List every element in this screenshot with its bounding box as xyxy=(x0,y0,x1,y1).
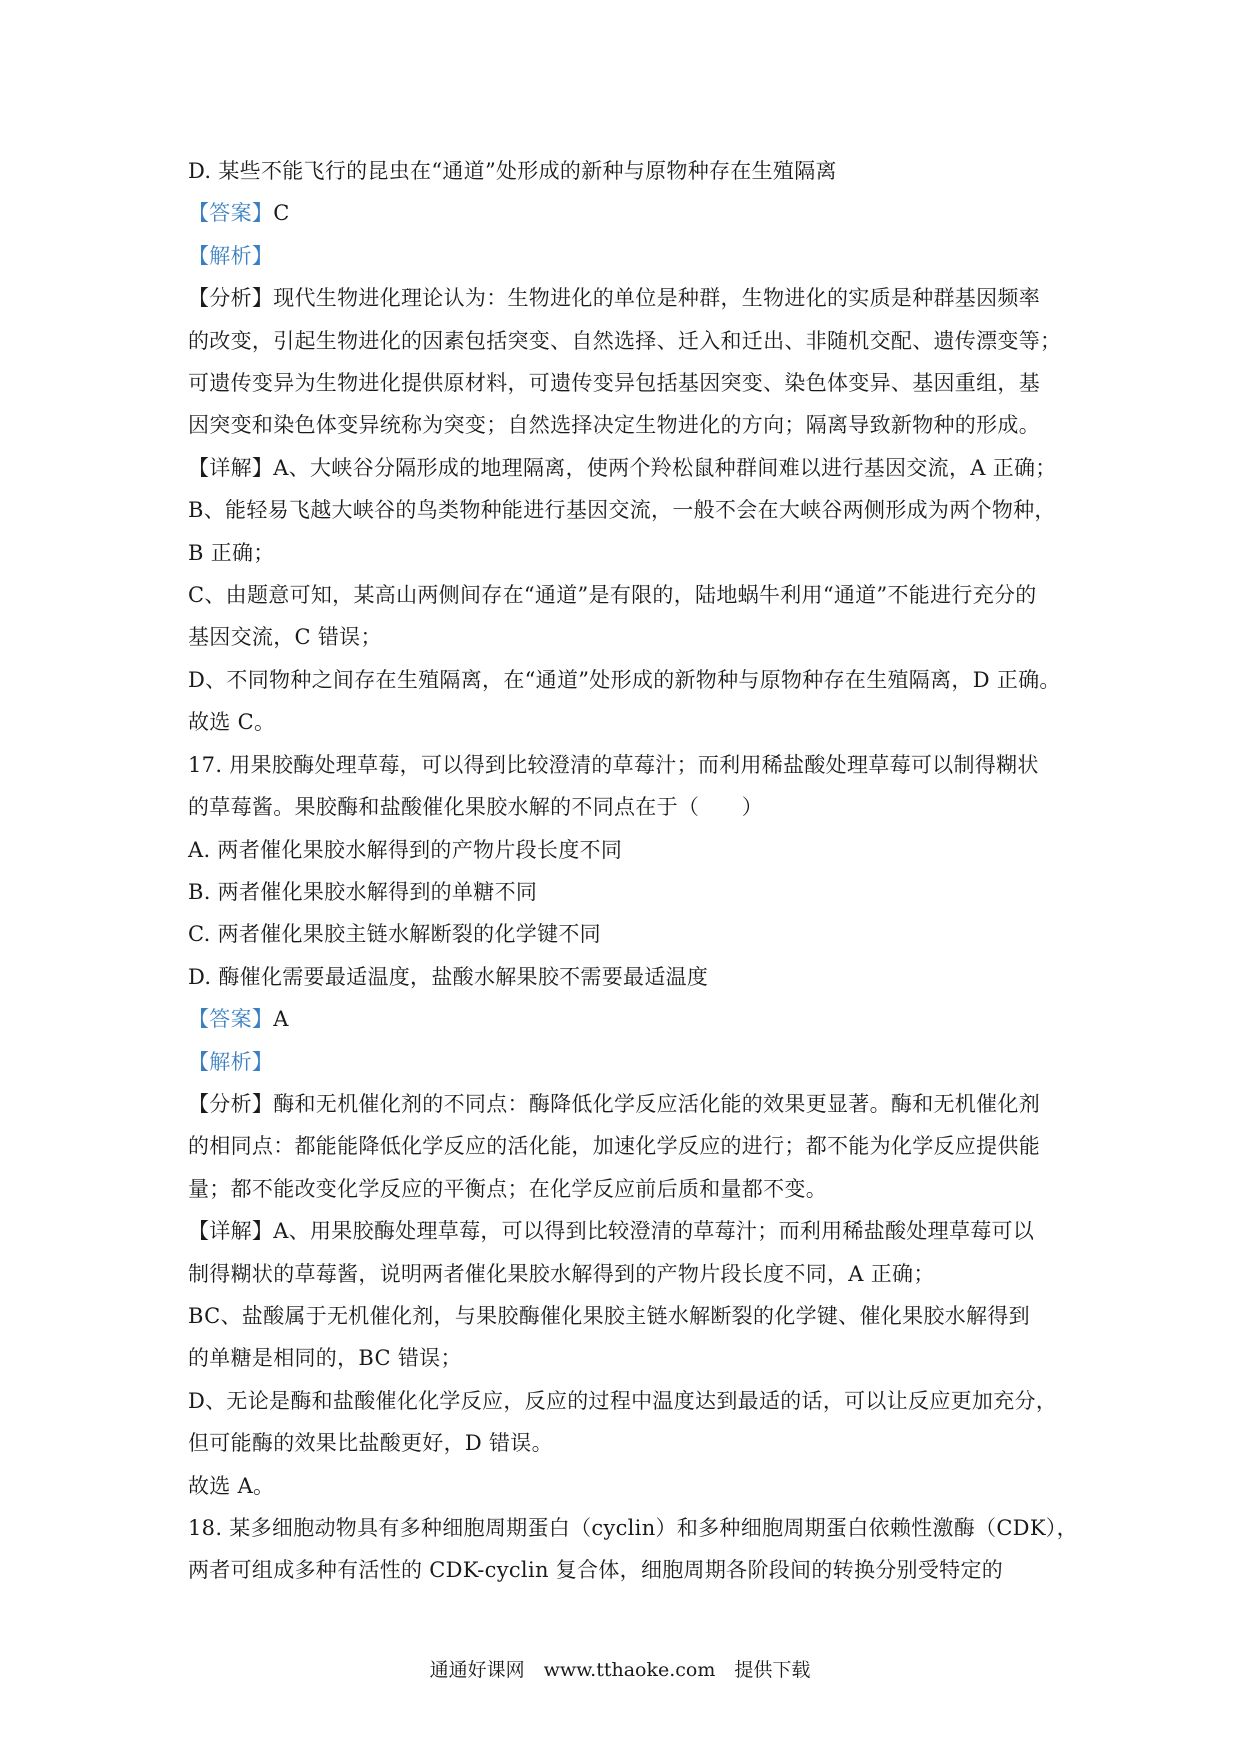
q16-xiangjie-line: B、能轻易飞越大峡谷的鸟类物种能进行基因交流，一般不会在大峡谷两侧形成为两个物种， xyxy=(188,498,1056,523)
page-footer: 通通好课网 www.tthaoke.com 提供下载 xyxy=(429,1659,811,1681)
answer-value: A xyxy=(273,1007,289,1032)
q17-fenxi-line: 量；都不能改变化学反应的平衡点；在化学反应前后质和量都不变。 xyxy=(188,1176,827,1201)
q16-analysis-label: 【解析】 xyxy=(188,243,274,268)
q17-stem-line: 的草莓酱。果胶酶和盐酸催化果胶水解的不同点在于（ ） xyxy=(188,795,764,820)
q16-xiangjie-line: 基因交流，C 错误； xyxy=(188,625,382,650)
q16-xiangjie-line: B 正确； xyxy=(188,540,275,565)
answer-value: C xyxy=(273,201,290,226)
page-content xyxy=(188,150,1078,1592)
q17-option-c: C. 两者催化果胶主链水解断裂的化学键不同 xyxy=(188,922,601,947)
q17-xiangjie-line: 制得糊状的草莓酱，说明两者催化果胶水解得到的产物片段长度不同，A 正确； xyxy=(188,1261,935,1286)
q17-xiangjie-line: 故选 A。 xyxy=(188,1473,275,1498)
q16-xiangjie-line: 故选 C。 xyxy=(188,710,276,735)
q17-xiangjie-line: 但可能酶的效果比盐酸更好，D 错误。 xyxy=(188,1431,553,1456)
q16-xiangjie-line: D、不同物种之间存在生殖隔离，在“通道”处形成的新物种与原物种存在生殖隔离，D 正确。 xyxy=(188,667,1061,692)
q17-option-d: D. 酶催化需要最适温度，盐酸水解果胶不需要最适温度 xyxy=(188,964,709,989)
q17-xiangjie-line: 【详解】A、用果胶酶处理草莓，可以得到比较澄清的草莓汁；而利用稀盐酸处理草莓可以 xyxy=(188,1219,1035,1244)
q17-xiangjie-line: BC、盐酸属于无机催化剂，与果胶酶催化果胶主链水解断裂的化学键、催化果胶水解得到 xyxy=(188,1303,1030,1328)
q16-fenxi-line: 的改变，引起生物进化的因素包括突变、自然选择、迁入和迁出、非随机交配、遗传漂变等； xyxy=(188,328,1062,353)
q17-answer xyxy=(188,998,1068,1040)
answer-label: 【答案】 xyxy=(188,201,274,226)
q17-stem-line: 17. 用果胶酶处理草莓，可以得到比较澄清的草莓汁；而利用稀盐酸处理草莓可以制得糊状 xyxy=(188,752,1039,777)
q16-fenxi-line: 因突变和染色体变异统称为突变；自然选择决定生物进化的方向；隔离导致新物种的形成。 xyxy=(188,413,1040,438)
q17-xiangjie-line: 的单糖是相同的，BC 错误； xyxy=(188,1346,462,1371)
q17-analysis-label: 【解析】 xyxy=(188,1049,274,1074)
q16-xiangjie-line: 【详解】A、大峡谷分隔形成的地理隔离，使两个羚松鼠种群间难以进行基因交流，A 正确； xyxy=(188,455,1057,480)
q17-fenxi-line: 【分析】酶和无机催化剂的不同点：酶降低化学反应活化能的效果更显著。酶和无机催化剂 xyxy=(188,1091,1040,1116)
q16-fenxi-line: 可遗传变异为生物进化提供原材料，可遗传变异包括基因突变、染色体变异、基因重组，基 xyxy=(188,371,1040,396)
q17-fenxi-line: 的相同点：都能能降低化学反应的活化能，加速化学反应的进行；都不能为化学反应提供能 xyxy=(188,1134,1040,1159)
q17-xiangjie-line: D、无论是酶和盐酸催化化学反应，反应的过程中温度达到最适的话，可以让反应更加充分， xyxy=(188,1388,1058,1413)
q17-option-b: B. 两者催化果胶水解得到的单糖不同 xyxy=(188,879,538,904)
q16-answer xyxy=(188,192,1068,234)
q16-xiangjie-line: C、由题意可知，某高山两侧间存在“通道”是有限的，陆地蜗牛利用“通道”不能进行充分的 xyxy=(188,583,1037,608)
q18-stem-line: 18. 某多细胞动物具有多种细胞周期蛋白（cyclin）和多种细胞周期蛋白依赖性激酶（CDK）， xyxy=(188,1516,1078,1540)
answer-label: 【答案】 xyxy=(188,1007,274,1032)
q16-option-d: D. 某些不能飞行的昆虫在“通道”处形成的新种与原物种存在生殖隔离 xyxy=(188,159,837,183)
q17-option-a: A. 两者催化果胶水解得到的产物片段长度不同 xyxy=(188,837,623,862)
q18-stem-line: 两者可组成多种有活性的 CDK-cyclin 复合体，细胞周期各阶段间的转换分别受特定的 xyxy=(188,1558,1004,1583)
q16-fenxi-line: 【分析】现代生物进化理论认为：生物进化的单位是种群，生物进化的实质是种群基因频率 xyxy=(188,286,1040,311)
